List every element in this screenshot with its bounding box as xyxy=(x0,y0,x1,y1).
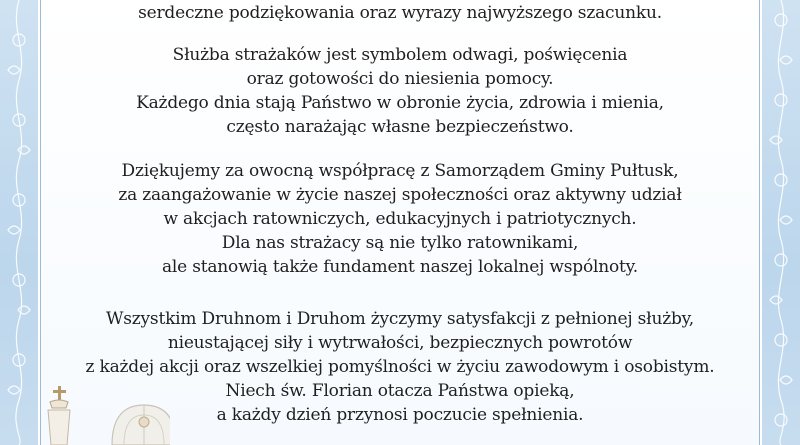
text-line: nieustającej siły i wytrwałości, bezpiecznych powrotów xyxy=(167,333,633,353)
text-line: Dla nas strażacy są nie tylko ratownikami, xyxy=(221,233,579,253)
text-line: oraz gotowości do niesienia pomocy. xyxy=(246,69,554,89)
text-line: Dziękujemy za owocną współpracę z Samorządem Gminy Pułtusk, xyxy=(121,161,679,181)
text-line: Niech św. Florian otacza Państwa opieką, xyxy=(225,381,575,401)
text-line: Wszystkim Druhnom i Druhom życzymy satysfakcji z pełnionej służby, xyxy=(105,309,695,329)
floral-border-icon xyxy=(0,0,38,445)
text-line: Każdego dnia stają Państwo w obronie życia, zdrowia i mienia, xyxy=(136,93,664,113)
text-line: za zaangażowanie w życie naszej społeczności oraz aktywny udział xyxy=(118,185,682,205)
inner-frame-left xyxy=(40,0,41,445)
left-floral-border xyxy=(0,0,38,445)
cross-monstrance-icon xyxy=(48,386,70,445)
paragraph-3 xyxy=(70,159,730,279)
inner-frame-right xyxy=(759,0,760,445)
firefighter-helmet-icon xyxy=(112,405,170,445)
right-floral-border xyxy=(762,0,800,445)
floral-border-icon xyxy=(762,0,800,445)
text-line: a każdy dzień przynosi poczucie spełnienia. xyxy=(216,405,584,425)
text-line: serdeczne podziękowania oraz wyrazy najwyższego szacunku. xyxy=(138,3,662,23)
paragraph-2 xyxy=(70,43,730,139)
text-line: Służba strażaków jest symbolem odwagi, poświęcenia xyxy=(172,45,628,65)
text-line: w akcjach ratowniczych, edukacyjnych i patriotycznych. xyxy=(163,209,637,229)
text-line: ale stanowią także fundament naszej lokalnej wspólnoty. xyxy=(161,257,639,277)
text-line: z każdej akcji oraz wszelkiej pomyślności w życiu zawodowym i osobistym. xyxy=(85,357,715,377)
bottom-ornament xyxy=(40,382,170,445)
text-line: często narażając własne bezpieczeństwo. xyxy=(226,117,574,137)
paragraph-1 xyxy=(70,1,730,25)
